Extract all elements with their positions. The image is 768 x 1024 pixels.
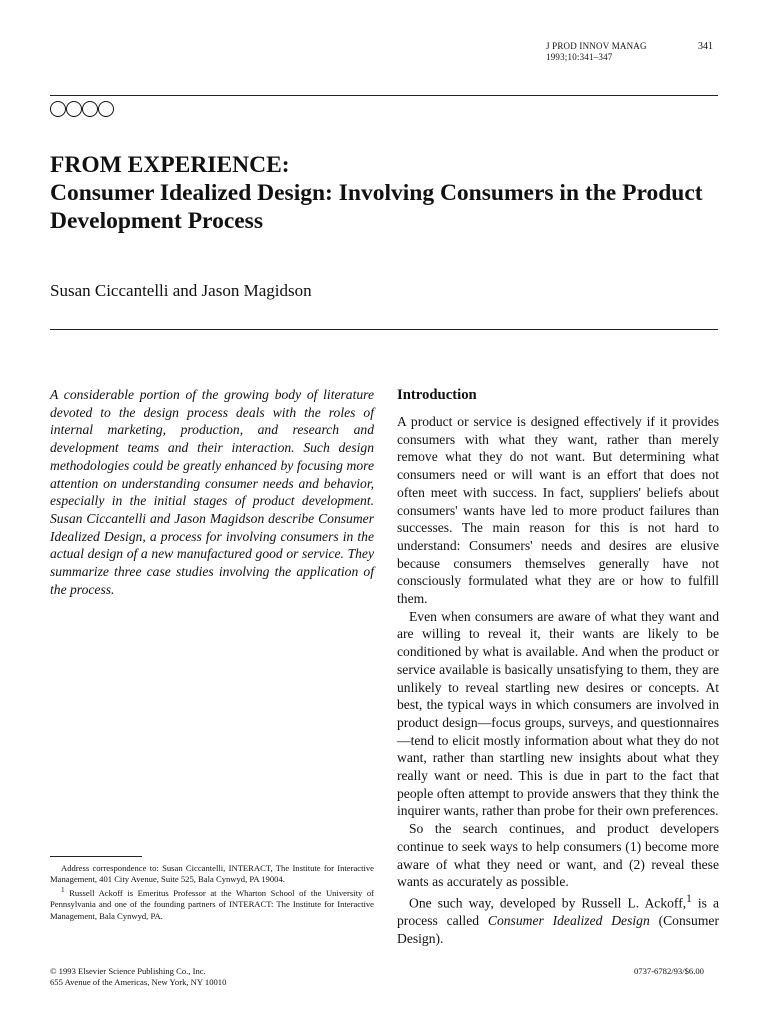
circle-icon [50, 101, 66, 117]
copyright-line-1: © 1993 Elsevier Science Publishing Co., Inc. [50, 966, 206, 976]
abstract: A considerable portion of the growing body of literature devoted to the design process deals with the roles of internal marketing, production, and research and development teams and their interaction. Such design methodologies could be greatly enhanced by focusing more attention on understanding consumer needs and behavior, especially in the initial stages of product development. Susan Ciccantelli and Jason Magidson describe Consumer Idealized Design, a process for involving consumers in the actual design of a new manufactured good or service. They summarize three case studies involving the application of the process. [50, 387, 374, 597]
title-line-2: Consumer Idealized Design: Involving Consumers in the Product [50, 180, 703, 206]
body-column [397, 386, 719, 948]
section-logo-circles [50, 101, 114, 123]
issn-code: 0737-6782/93/$6.00 [634, 966, 704, 976]
header-rule [50, 95, 718, 96]
page-number: 341 [698, 41, 713, 52]
copyright [50, 966, 226, 988]
journal-citation [546, 41, 647, 63]
copyright-line-2: 655 Avenue of the Americas, New York, NY 10010 [50, 977, 227, 987]
body-text [397, 413, 719, 948]
article-title [50, 151, 740, 235]
journal-name: J PROD INNOV MANAG [546, 41, 647, 51]
circle-icon [82, 101, 98, 117]
footnotes [50, 863, 374, 922]
footnote-address: Address correspondence to: Susan Ciccantelli, INTERACT, The Institute for Interactive Management, 401 City Avenue, Suite 525, Bala Cynwyd, PA 19004. [50, 863, 374, 885]
footnote-ackoff-text: Russell Ackoff is Emeritus Professor at the Wharton School of the University of Pennsylvania and one of the founding partners of INTERACT: The Institute for Interactive Management, Bala Cynwyd, PA. [50, 888, 374, 921]
paragraph-4-part-b: is a process called [397, 895, 720, 929]
title-line-3: Development Process [50, 208, 263, 234]
footnote-ackoff [50, 885, 374, 921]
paragraph-2: Even when consumers are aware of what they want and are willing to reveal it, their wants are likely to be conditioned by what is available. And when the product or service available is basically unsatisfying to them, they are unlikely to reveal startling new desires or concepts. At best, the typical ways in which consumers are involved in product design—focus groups, surveys, and questionnaires—tend to elicit mostly information about what they do not want, rather than startling new insights about what they really want or need. This is due in part to the fact that people often attempt to provide answers that they think the inquirer wants, rather than probe for their own preferences. [397, 608, 719, 819]
title-line-1: FROM EXPERIENCE: [50, 152, 290, 178]
footnote-rule [50, 856, 142, 857]
paragraph-4-part-c: (Consumer Design). [397, 913, 719, 946]
circle-icon [98, 101, 114, 117]
footnote-ref: 1 [686, 892, 692, 905]
paragraph-3: So the search continues, and product developers continue to seek ways to help consumers (1) become more aware of what they need or want, and (2) reveal these wants as accurately as possible. [397, 821, 719, 890]
circle-icon [66, 101, 82, 117]
paragraph-4-emphasis: Consumer Idealized Design [487, 913, 650, 929]
journal-volume: 1993;10:341–347 [546, 52, 613, 62]
section-heading: Introduction [397, 387, 477, 403]
paragraph-4-part-a: One such way, developed by Russell L. Ackoff, [409, 895, 687, 911]
authors: Susan Ciccantelli and Jason Magidson [50, 281, 312, 300]
title-rule [50, 329, 718, 330]
footnote-marker: 1 [61, 886, 65, 895]
paragraph-4 [397, 891, 719, 948]
paragraph-1: A product or service is designed effectively if it provides consumers with what they want, rather than merely remove what they do not want. But determining what consumers need or will want is an effort that does not often meet with success. In fact, suppliers' beliefs about consumers' wants have led to more product failures than successes. The main reason for this is not hard to understand: Consumers' needs and desires are elusive because consumers themselves generally have not consciously formulated what they are or how to fulfill them. [397, 414, 719, 607]
